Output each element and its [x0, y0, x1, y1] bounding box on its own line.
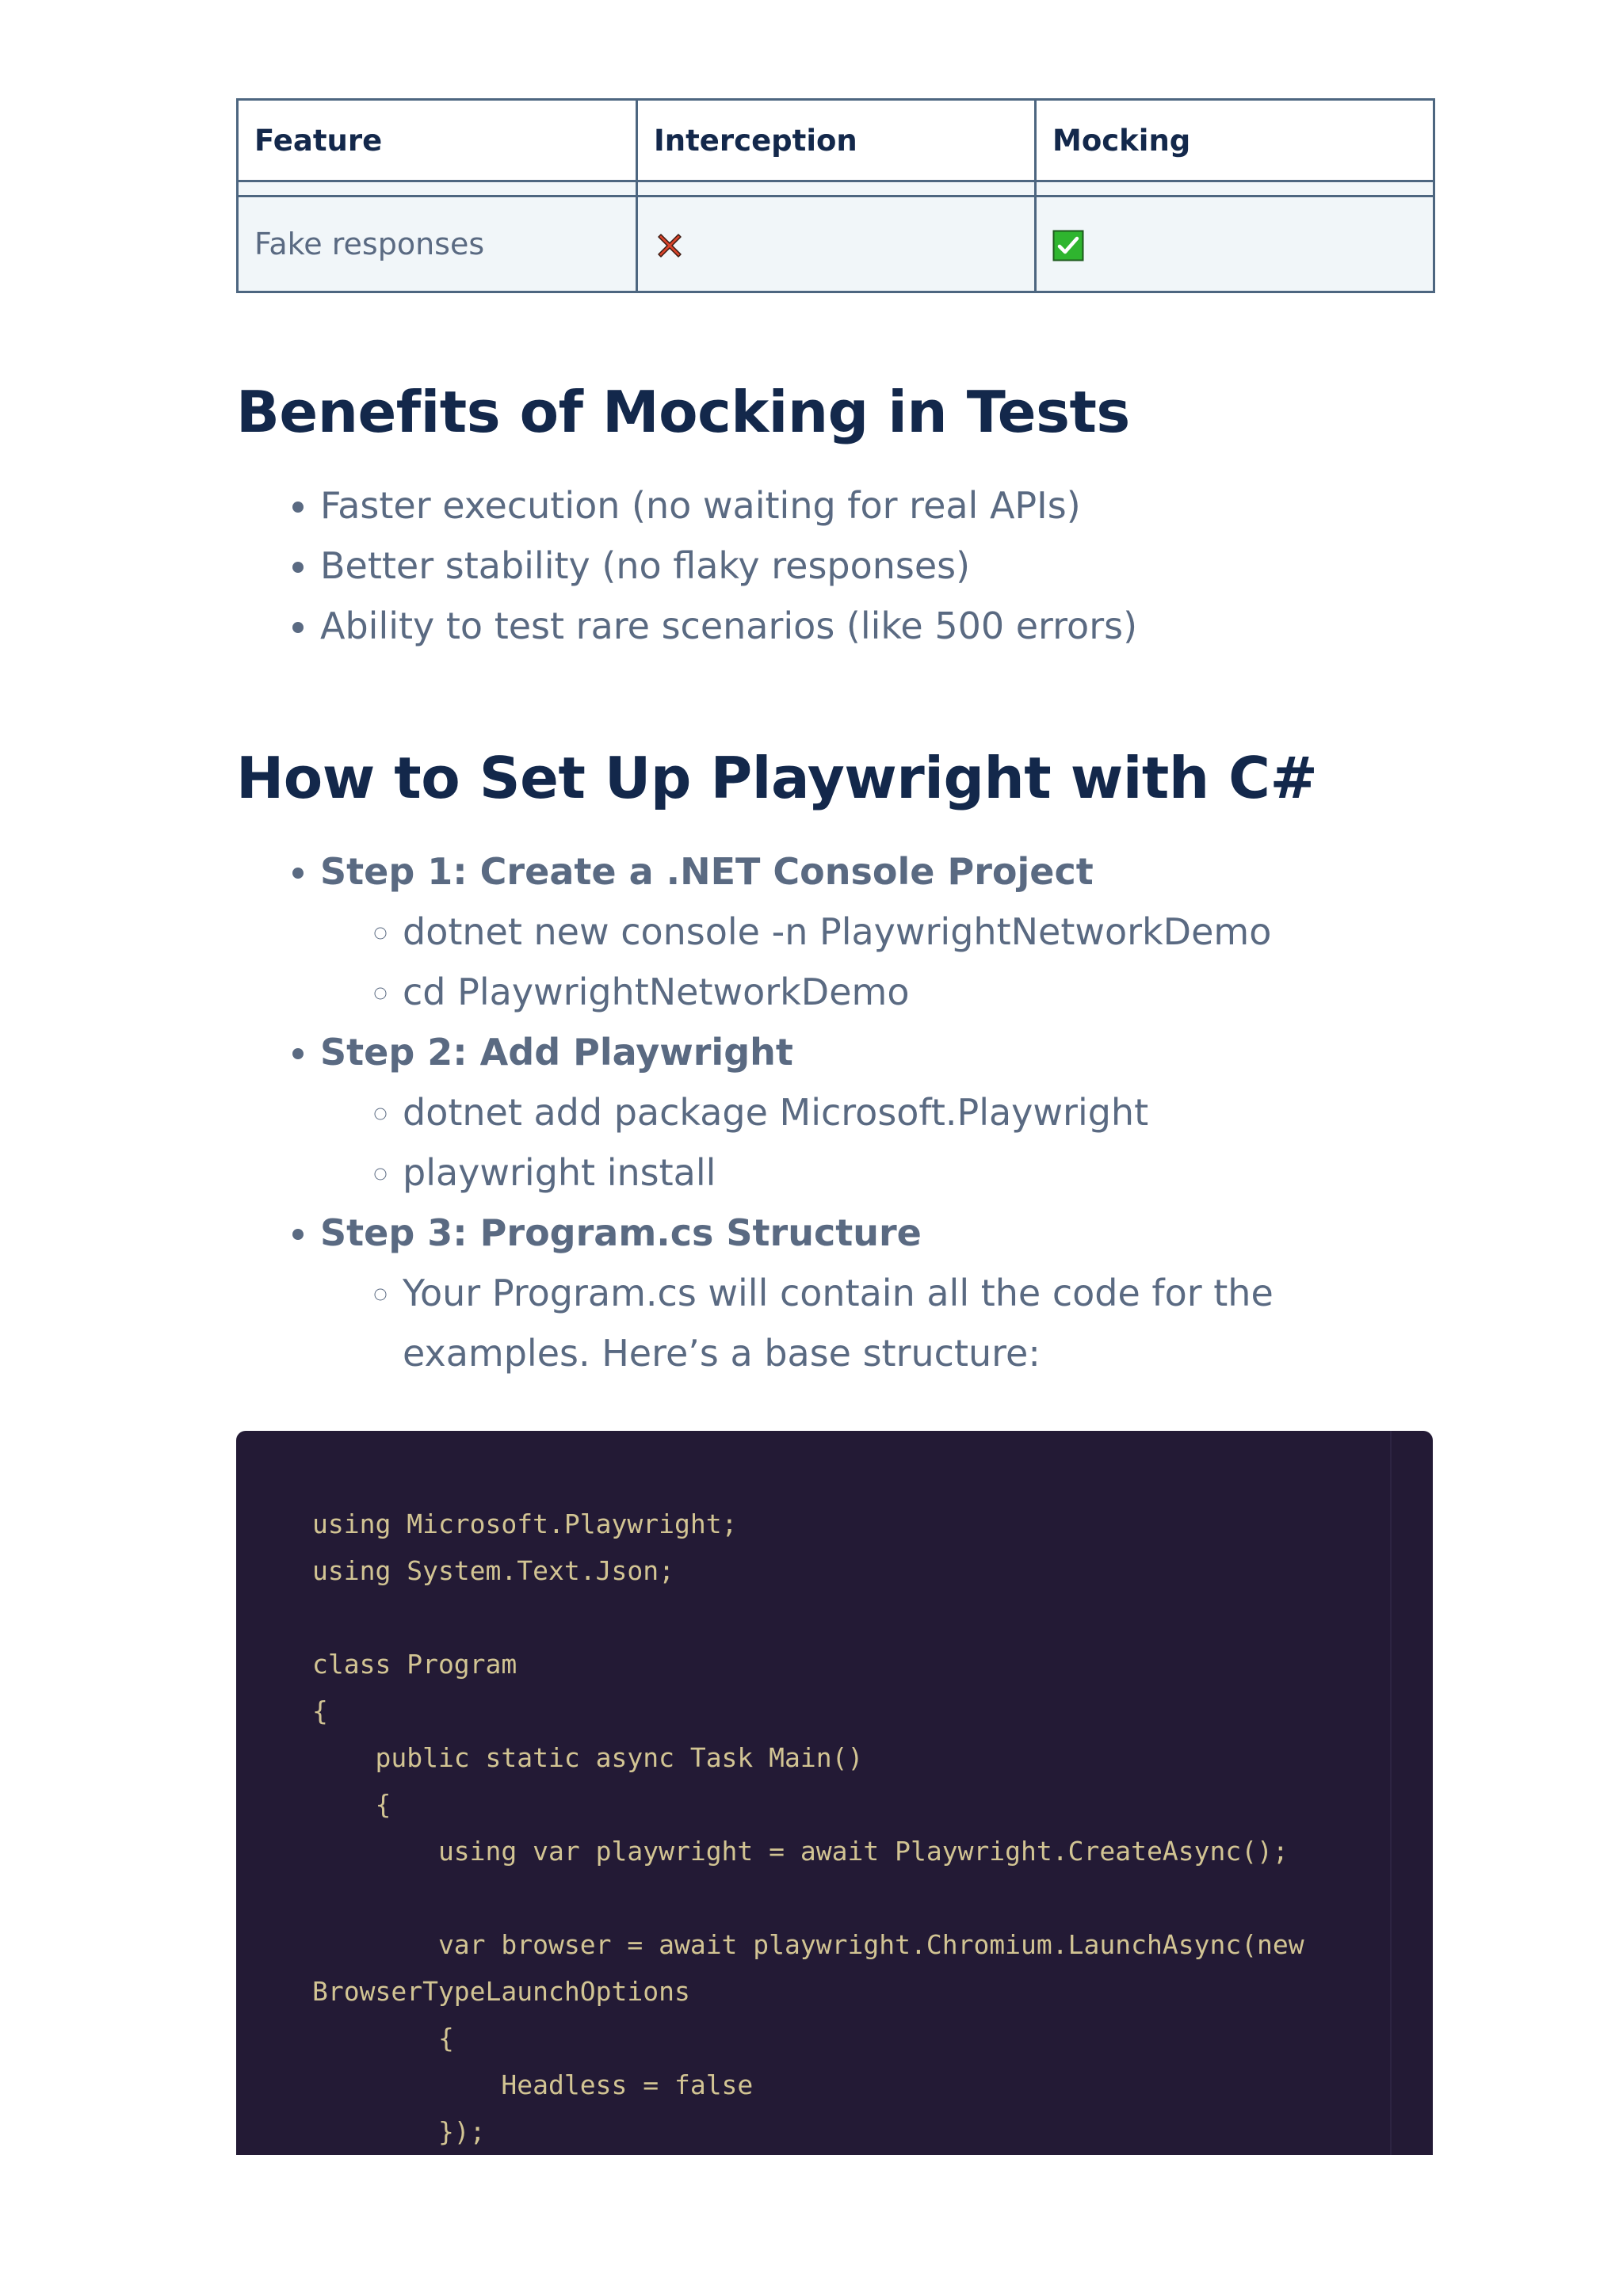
setup-heading: How to Set Up Playwright with C# — [236, 745, 1318, 811]
list-item: ◦ playwright install — [403, 1142, 1433, 1203]
table-spacer-cell — [1036, 181, 1434, 196]
step-title: Step 1: Create a .NET Console Project — [320, 850, 1094, 893]
code-line: class Program — [312, 1649, 517, 1680]
table-spacer-row — [238, 181, 1434, 196]
code-line: Headless = false — [312, 2069, 754, 2100]
code-line: using var playwright = await Playwright.CreateAsync(); — [312, 1836, 1289, 1867]
step-sub-list — [320, 902, 1433, 1022]
comparison-table — [236, 98, 1435, 293]
table-row — [238, 196, 1434, 292]
step-sub-list — [320, 1263, 1433, 1383]
article-content — [236, 98, 1433, 1383]
step-item — [320, 1022, 1433, 1203]
table-header-interception: Interception — [637, 100, 1036, 181]
step-sub-list — [320, 1082, 1433, 1203]
code-line: using System.Text.Json; — [312, 1555, 674, 1586]
list-item: • Better stability (no flaky responses) — [320, 536, 1433, 596]
code-line: public static async Task Main() — [312, 1742, 864, 1773]
step-title: Step 3: Program.cs Structure — [320, 1211, 922, 1254]
cross-mark-icon — [654, 230, 685, 261]
benefits-heading: Benefits of Mocking in Tests — [236, 379, 1130, 445]
code-line: BrowserTypeLaunchOptions — [312, 1976, 690, 2007]
list-item: ◦ cd PlaywrightNetworkDemo — [403, 962, 1433, 1022]
code-line: using Microsoft.Playwright; — [312, 1508, 738, 1539]
setup-steps-list — [236, 841, 1433, 1383]
step-item — [320, 1203, 1433, 1383]
benefits-list — [236, 475, 1433, 656]
code-line: { — [312, 1789, 391, 1820]
check-mark-icon — [1052, 230, 1084, 261]
list-item: • Faster execution (no waiting for real APIs) — [320, 475, 1433, 536]
table-cell-mocking — [1036, 196, 1434, 292]
step-item — [320, 841, 1433, 1022]
table-spacer-cell — [637, 181, 1036, 196]
table-header-feature: Feature — [238, 100, 637, 181]
code-block[interactable] — [236, 1431, 1433, 2155]
list-item: ◦ dotnet new console -n PlaywrightNetworkDemo — [403, 902, 1433, 962]
step-title: Step 2: Add Playwright — [320, 1031, 793, 1074]
code-line: { — [312, 2023, 454, 2054]
code-line: }); — [312, 2116, 486, 2147]
table-header-row — [238, 100, 1434, 181]
list-item: • Ability to test rare scenarios (like 500 errors) — [320, 596, 1433, 656]
list-item: ◦ dotnet add package Microsoft.Playwright — [403, 1082, 1433, 1142]
list-item: ◦ Your Program.cs will contain all the code for the examples. Here’s a base structure: — [403, 1263, 1433, 1383]
table-header-mocking: Mocking — [1036, 100, 1434, 181]
table-spacer-cell — [238, 181, 637, 196]
code-line: var browser = await playwright.Chromium.LaunchAsync(new — [312, 1929, 1304, 1960]
code-text — [312, 1501, 1304, 2155]
code-line: { — [312, 1695, 328, 1726]
table-cell-interception — [637, 196, 1036, 292]
table-cell-feature: Fake responses — [238, 196, 637, 292]
